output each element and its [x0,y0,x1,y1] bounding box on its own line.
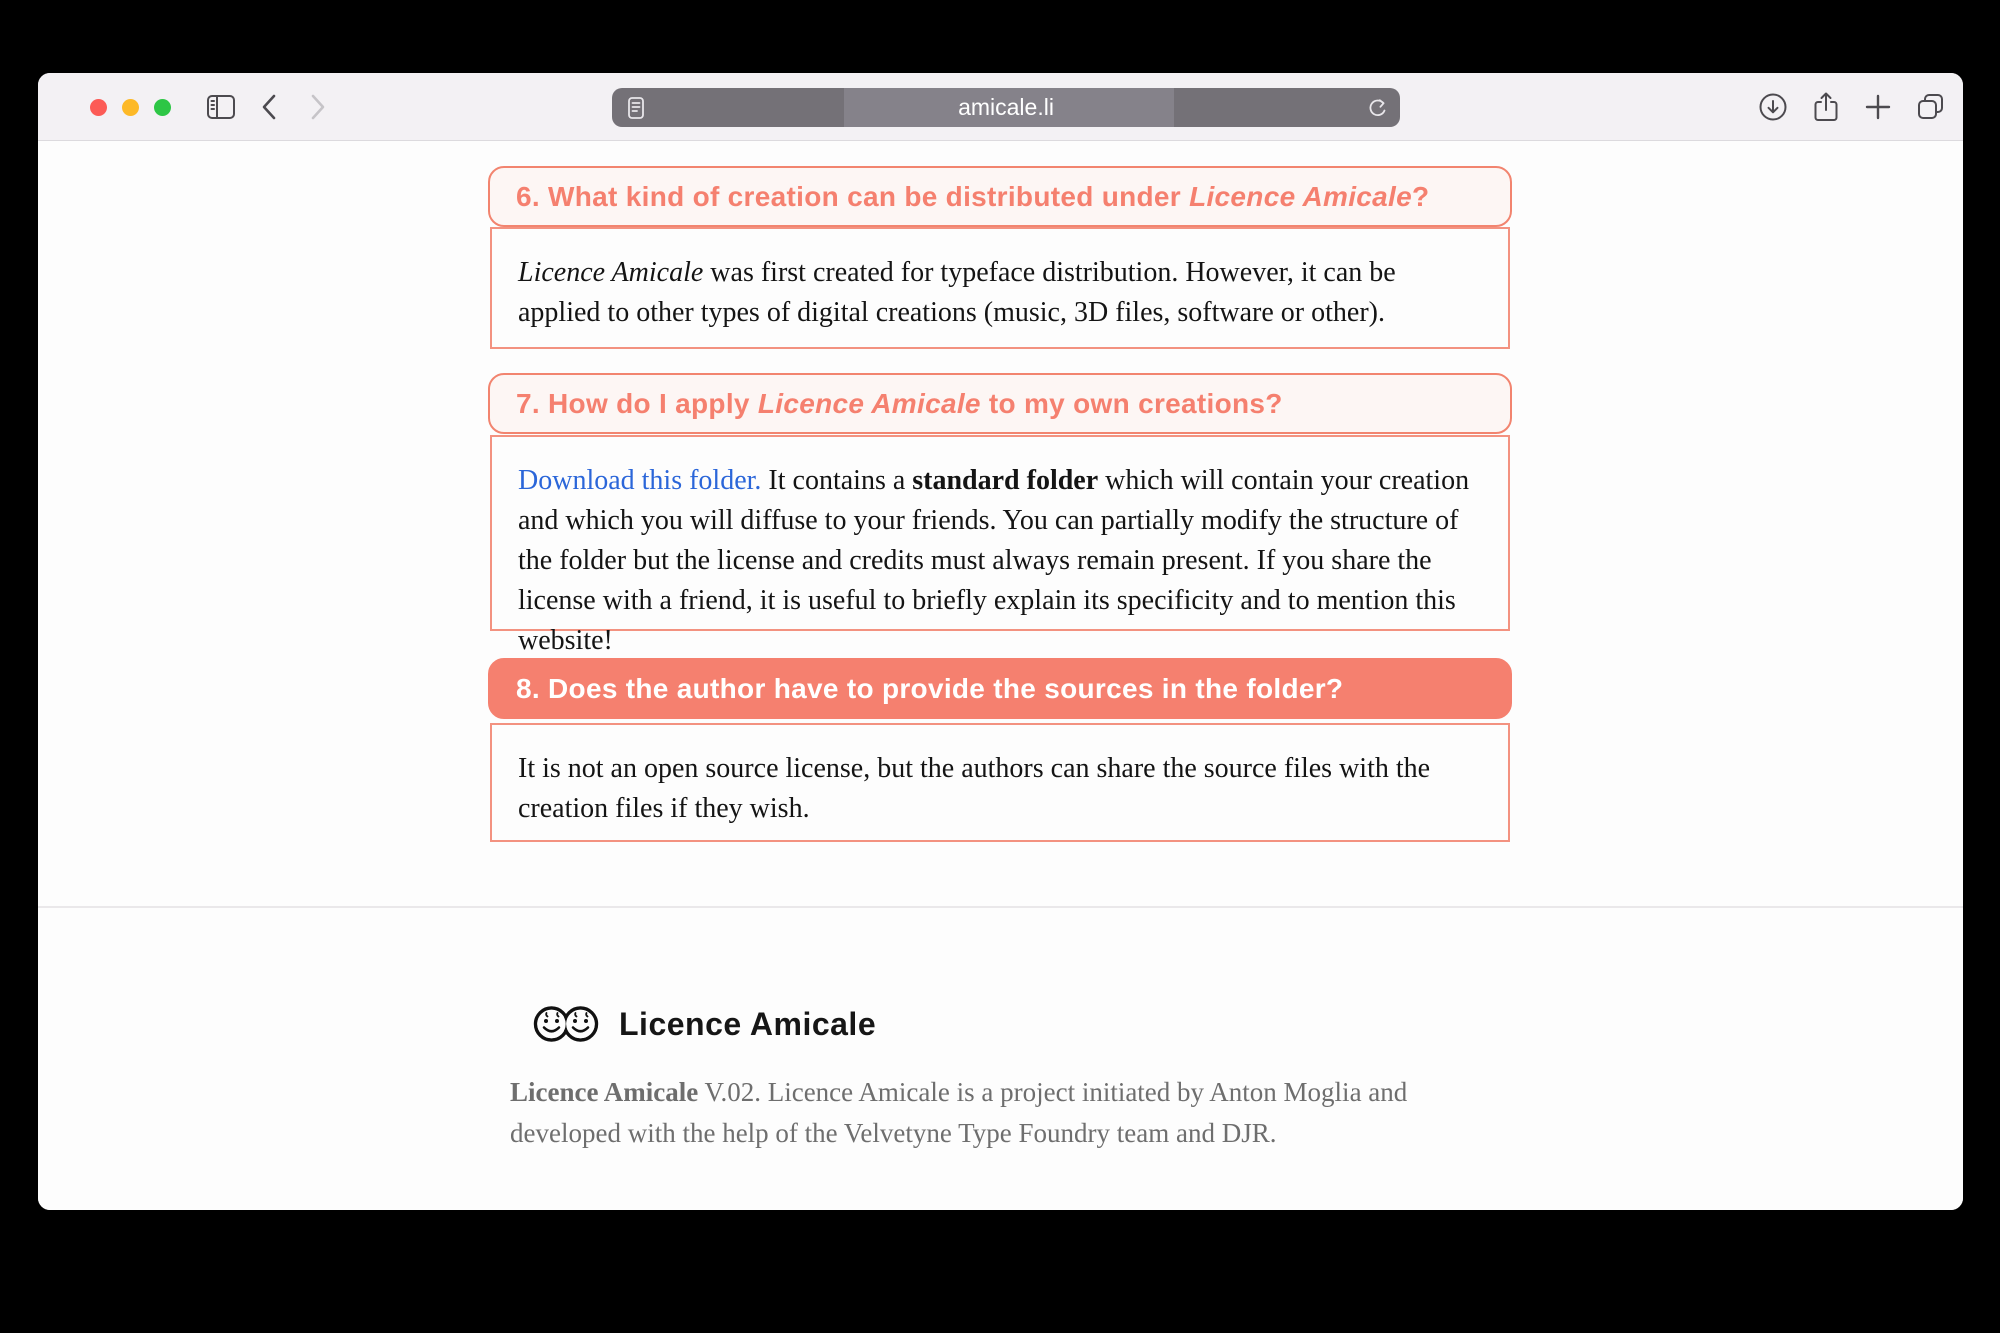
faq-question-7-text: 7. How do I apply Licence Amicale to my own creations? [516,387,1283,419]
zoom-window-button[interactable] [154,99,171,116]
sidebar-toggle-icon [206,94,236,120]
reload-icon [1367,97,1389,119]
reload-button[interactable] [1366,96,1390,120]
close-window-button[interactable] [90,99,107,116]
faq-question-8-text: 8. Does the author have to provide the sources in the folder? [516,672,1344,704]
tab-overview-button[interactable] [1914,91,1948,123]
sidebar-toggle-button[interactable] [204,91,238,123]
faq-question-6-text: 6. What kind of creation can be distributed under Licence Amicale? [516,180,1430,212]
new-tab-button[interactable] [1861,91,1895,123]
footer-divider [38,906,1963,908]
browser-toolbar [38,73,1963,141]
faq-answer-7-text: Download this folder. It contains a standard folder which will contain your creation and which you will diffuse to your friends. You can partially modify the structure of the folder but the license and credits must always remain present. If you share the license with a friend, it is useful to briefly explain its specificity and to mention this website! [518,465,1470,656]
browser-window [38,73,1963,1210]
footer-credits: Licence Amicale V.02. Licence Amicale is a project initiated by Anton Moglia and developed with the help of the Velvetyne Type Foundry team and DJR. [510,1077,1408,1148]
faq-answer-8-text: It is not an open source license, but the authors can share the source files with the creation files if they wish. [518,753,1431,824]
footer-brand-name: Licence Amicale [619,1005,877,1042]
share-button[interactable] [1809,91,1843,123]
share-icon [1812,91,1840,123]
page-content [38,142,1963,1210]
faq-answer-7 [490,435,1510,656]
two-smiley-faces-logo [533,999,599,1049]
forward-chevron-icon [310,94,326,120]
new-tab-icon [1864,93,1892,121]
url-text: amicale.li [958,94,1054,120]
faq-question-6[interactable] [488,166,1512,227]
faq-question-7[interactable] [488,373,1512,434]
back-chevron-icon [261,94,277,120]
faq-question-8[interactable] [488,658,1512,719]
tab-overview-icon [1916,92,1946,122]
minimize-window-button[interactable] [122,99,139,116]
download-folder-link[interactable]: Download this folder. [518,465,762,496]
faq-answer-6-text: Licence Amicale was first created for typeface distribution. However, it can be applied to other types of digital creations (music, 3D files, software or other). [518,257,1396,328]
download-icon [1758,92,1788,122]
downloads-button[interactable] [1756,91,1790,123]
footer-brand [533,1000,876,1048]
forward-button[interactable] [301,91,335,123]
address-bar[interactable] [612,88,1400,127]
faq-answer-6 [490,227,1510,349]
back-button[interactable] [252,91,286,123]
faq-answer-8 [490,723,1510,842]
